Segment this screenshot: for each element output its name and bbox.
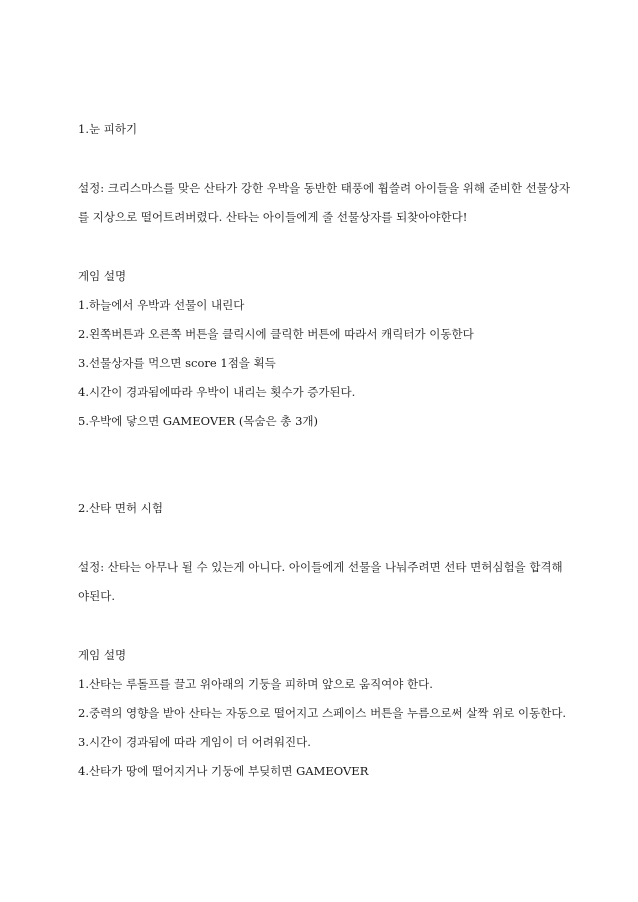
section1-setting-line2: 를 지상으로 떨어트려버렸다. 산타는 아이들에게 줄 선물상자를 되찾아야한다! — [78, 210, 468, 224]
section2-item: 4.산타가 땅에 떨어지거나 기둥에 부딪히면 GAMEOVER — [78, 764, 369, 778]
section1-title: 1.눈 피하기 — [78, 122, 138, 136]
section2-setting-line2: 야된다. — [78, 589, 115, 603]
section2-item: 3.시간이 경과됨에 따라 게임이 더 어려워진다. — [78, 735, 311, 749]
section2-setting-line1: 설정: 산타는 아무나 될 수 있는게 아니다. 아이들에게 선물을 나눠주려면 선타 면허심험을 합격해 — [78, 560, 563, 574]
section2-item: 2.중력의 영향을 받아 산타는 자동으로 떨어지고 스페이스 버튼을 누름으로써 살짝 위로 이동한다. — [78, 706, 567, 720]
section1-item: 2.왼쪽버튼과 오른쪽 버튼을 클릭시에 클릭한 버튼에 따라서 캐릭터가 이동한다 — [78, 327, 474, 341]
section1-item: 5.우박에 닿으면 GAMEOVER (목숨은 총 3개) — [78, 414, 318, 428]
section1-item: 3.선물상자를 먹으면 score 1점을 획득 — [78, 356, 276, 370]
section1-item: 1.하늘에서 우박과 선물이 내린다 — [78, 298, 245, 312]
section2-item: 1.산타는 루돌프를 끌고 위아래의 기둥을 피하며 앞으로 움직여야 한다. — [78, 677, 433, 691]
section1-item: 4.시간이 경과됨에따라 우박이 내리는 횟수가 증가된다. — [78, 385, 356, 399]
section1-desc-heading: 게임 설명 — [78, 269, 127, 283]
section1-setting-line1: 설정: 크리스마스를 맞은 산타가 강한 우박을 동반한 태풍에 휩쓸려 아이들을 위해 준비한 선물상자 — [78, 181, 571, 195]
section2-title: 2.산타 면허 시험 — [78, 501, 163, 515]
section2-desc-heading: 게임 설명 — [78, 648, 127, 662]
